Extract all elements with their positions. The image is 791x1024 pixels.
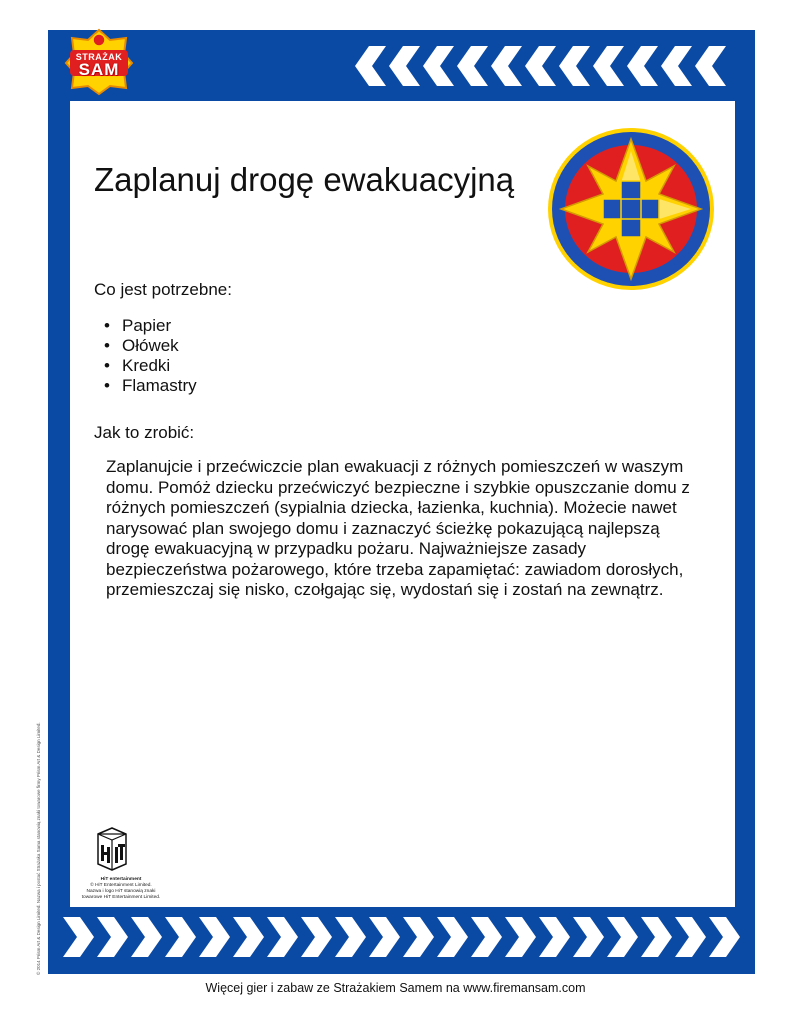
page-title: Zaplanuj drogę ewakuacyjną [94,161,515,198]
chevron-right-icon [233,917,264,957]
chevron-right-icon [97,917,128,957]
bullet-icon: • [104,376,110,395]
list-item-label: Flamastry [122,376,197,395]
chevron-right-icon [437,917,468,957]
chevron-right-icon [199,917,230,957]
chevron-right-icon [505,917,536,957]
chevron-right-icon [573,917,604,957]
hit-entertainment-logo-icon [94,826,130,872]
list-item [104,376,197,396]
instructions-label: Jak to zrobić: [94,423,195,442]
materials-label: Co jest potrzebne: [94,280,232,299]
hit-caption-line: Nazwa i logo HiT stanowią znaki [86,889,156,894]
chevron-right-icon [471,917,502,957]
hit-brand-text: HiT entertainment [100,877,142,882]
logo-text-line1: STRAŻAK [75,52,123,62]
chevron-right-icon [165,917,196,957]
chevron-right-icon [675,917,706,957]
hit-caption [76,877,166,901]
chevron-right-icon [641,917,672,957]
chevron-right-icon [709,917,740,957]
chevron-right-icon [369,917,400,957]
list-item-label: Papier [122,316,172,335]
list-item-label: Ołówek [122,336,179,355]
chevron-right-pattern-icon [63,915,743,959]
chevron-right-icon [63,917,94,957]
chevron-right-icon [301,917,332,957]
list-item [104,356,197,376]
chevron-right-icon [539,917,570,957]
list-item [104,316,197,336]
chevron-right-icon [403,917,434,957]
chevron-left-pattern-icon [355,44,735,88]
footer-text: Więcej gier i zabaw ze Strażakiem Samem na www.firemansam.com [205,981,586,995]
chevron-right-icon [267,917,298,957]
copyright-notice: © 2014 Prism Art & Design Limited. Nazwa i postać Strażaka Sama stanowią znaki towarowe firmy Prism Art & Design Limited. [36,722,41,975]
rescue-cross-star-badge-icon [546,126,716,292]
instructions-text: Zaplanujcie i przećwiczcie plan ewakuacji z różnych pomieszczeń w waszym domu. Pomóż dziecku przećwiczyć bezpieczne i szybkie opuszczanie domu z różnych pomieszczeń (sypialnia dziecka, łazienka, kuchnia). Możecie nawet narysować plan swojego domu i zaznaczyć ścieżkę pokazującą najlepszą drogę ewakuacyjną w przypadku pożaru. Najważniejsze zasady bezpieczeństwa pożarowego, które trzeba zapamiętać: zawiadom dorosłych, przemieszczaj się nisko, czołgając się, wydostań się i zostań na zewnątrz. [106,457,690,599]
list-item [104,336,197,356]
hit-caption-line: © HiT Entertainment Limited. [90,883,152,888]
chevron-right-icon [335,917,366,957]
chevron-right-icon [131,917,162,957]
strazak-sam-logo [64,28,134,96]
chevron-right-icon [607,917,638,957]
hit-caption-line: towarowe HiT Entertainment Limited. [81,895,161,900]
bullet-icon: • [104,336,110,355]
bullet-icon: • [104,316,110,335]
logo-text-line2: SAM [78,60,120,79]
bullet-icon: • [104,356,110,375]
list-item-label: Kredki [122,356,171,375]
materials-list [104,316,197,396]
